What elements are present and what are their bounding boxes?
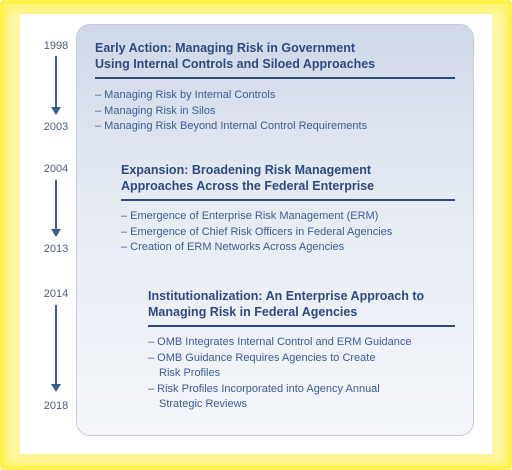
phase3-bullet-continuation: Strategic Reviews — [159, 398, 248, 410]
phase1-divider — [95, 77, 455, 79]
phase2-start-year: 2004 — [43, 163, 69, 175]
phase2-divider — [121, 199, 455, 201]
figure-canvas — [20, 14, 492, 454]
phase2-bullet: – Emergence of Enterprise Risk Management (ERM) — [121, 210, 379, 222]
phase3-title-line2: Managing Risk in Federal Agencies — [148, 305, 358, 319]
phase1-bullet: – Managing Risk in Silos — [95, 104, 216, 117]
phase3-start-year: 2014 — [43, 288, 69, 300]
phase3-bullet-text: – Risk Profiles Incorporated into Agency Annual — [148, 382, 380, 395]
phase1-bullet: – Managing Risk Beyond Internal Control Requirements — [95, 120, 368, 132]
phase2-bullet: – Creation of ERM Networks Across Agencies — [121, 241, 345, 253]
phase2-title-line1: Expansion: Broadening Risk Management — [121, 163, 372, 177]
phase2-title — [121, 162, 374, 194]
phase3-arrow-head-icon — [51, 384, 61, 392]
phase3-bullet: – OMB Integrates Internal Control and ERM Guidance — [148, 336, 412, 348]
phase1-start-year: 1998 — [43, 40, 69, 52]
phase1-title-line2: Using Internal Controls and Siloed Approaches — [95, 57, 376, 71]
phase3-divider — [148, 325, 455, 327]
phase2-bullet-list — [121, 209, 392, 256]
phase3-bullet — [148, 382, 412, 413]
phase1-arrow-head-icon — [51, 107, 61, 115]
phase3-title — [148, 288, 424, 320]
phase1-title-line1: Early Action: Managing Risk in Government — [95, 41, 355, 55]
phase1-arrow-line — [55, 56, 57, 108]
phase3-bullet-continuation: Risk Profiles — [159, 367, 221, 379]
phase3-bullet-list — [148, 335, 412, 413]
phase1-bullet: – Managing Risk by Internal Controls — [95, 89, 276, 101]
phase1-end-year: 2003 — [43, 121, 69, 133]
phase3-bullet-text: – OMB Guidance Requires Agencies to Create — [148, 351, 376, 364]
phase1-bullet-list — [95, 88, 367, 135]
phase3-title-line1: Institutionalization: An Enterprise Approach to — [148, 289, 425, 303]
phase1-title — [95, 40, 375, 72]
phase2-arrow-head-icon — [51, 229, 61, 237]
phase2-arrow-line — [55, 180, 57, 230]
phase3-end-year: 2018 — [43, 400, 69, 412]
phase2-bullet: – Emergence of Chief Risk Officers in Federal Agencies — [121, 225, 393, 238]
phase3-bullet — [148, 351, 412, 382]
phase2-end-year: 2013 — [43, 243, 69, 255]
phase2-title-line2: Approaches Across the Federal Enterprise — [121, 179, 375, 193]
phase3-arrow-line — [55, 305, 57, 385]
